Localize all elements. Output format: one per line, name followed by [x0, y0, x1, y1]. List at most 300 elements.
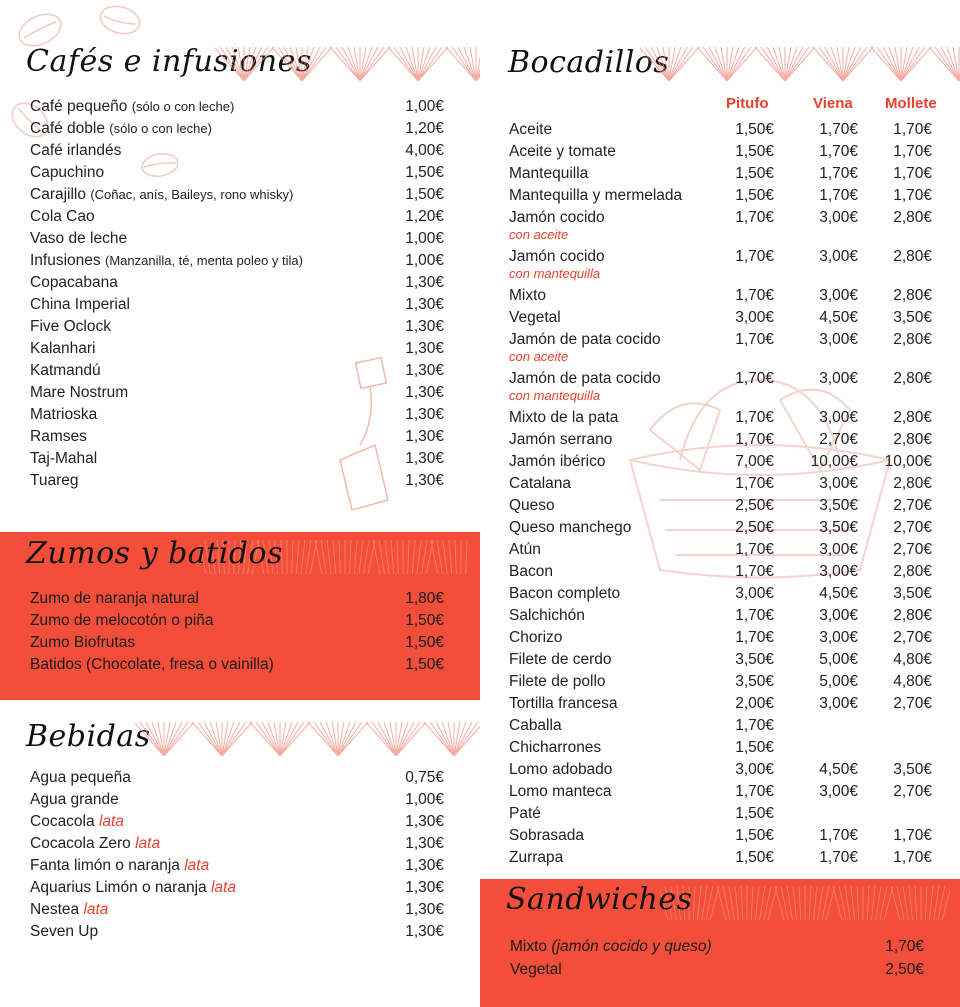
item-price: 3,50€	[819, 519, 858, 536]
item-name: Jamón de pata cocido	[509, 331, 661, 348]
art-deco-pattern-bocadillos	[640, 47, 960, 81]
item-price: 1,70€	[819, 827, 858, 844]
column-viena: Viena	[813, 95, 853, 112]
item-price: 3,50€	[735, 651, 774, 668]
table-row	[509, 209, 934, 231]
item-name: Mixto	[509, 287, 547, 304]
item-price: 2,80€	[893, 248, 932, 265]
item-price: 2,50€	[735, 497, 774, 514]
item-label: Copacabana	[30, 274, 118, 291]
item-name: Jamón serrano	[509, 431, 613, 448]
item-price: 2,00€	[735, 695, 774, 712]
table-row	[509, 409, 934, 431]
item-price: 3,00€	[819, 248, 858, 265]
item-price: 1,50€	[735, 849, 774, 866]
item-label: Matrioska	[30, 406, 98, 423]
item-price: 1,00€	[405, 98, 444, 115]
item-price: 2,70€	[893, 541, 932, 558]
item-name: Paté	[509, 805, 541, 822]
item-price: 4,50€	[819, 585, 858, 602]
item-tag: lata	[98, 813, 124, 830]
item-price: 3,00€	[819, 563, 858, 580]
item-name: Mantequilla y mermelada	[509, 187, 683, 204]
item-name: Queso	[509, 497, 555, 514]
item-price: 2,70€	[893, 783, 932, 800]
item-price: 1,30€	[405, 274, 444, 291]
item-price: 1,50€	[735, 805, 774, 822]
item-price: 1,70€	[735, 717, 774, 734]
item-price: 1,70€	[893, 165, 932, 182]
sandwiches-title: Sandwiches	[506, 882, 693, 917]
item-price: 1,70€	[893, 849, 932, 866]
item-name: Tortilla francesa	[509, 695, 618, 712]
item-name	[30, 142, 121, 160]
item-price: 3,00€	[735, 761, 774, 778]
item-label: Agua pequeña	[30, 769, 131, 786]
item-name	[30, 274, 118, 292]
item-tag: lata	[210, 879, 236, 896]
item-price: 1,70€	[735, 331, 774, 348]
item-price: 2,70€	[819, 431, 858, 448]
item-price: 1,30€	[405, 857, 444, 874]
table-row	[509, 309, 934, 331]
item-name: Caballa	[509, 717, 562, 734]
item-price: 3,00€	[819, 475, 858, 492]
item-price: 1,70€	[819, 143, 858, 160]
cafes-list	[30, 98, 444, 498]
item-name: Mantequilla	[509, 165, 589, 182]
item-price: 2,80€	[893, 331, 932, 348]
item-name	[30, 406, 97, 424]
table-row	[509, 453, 934, 475]
item-price: 1,70€	[735, 783, 774, 800]
item-name	[30, 634, 135, 652]
item-price: 3,00€	[819, 331, 858, 348]
item-name: Queso manchego	[509, 519, 632, 536]
item-price: 1,80€	[405, 590, 444, 607]
item-price: 2,70€	[893, 629, 932, 646]
item-name	[30, 384, 128, 402]
item-name	[30, 252, 303, 270]
item-price: 1,70€	[735, 629, 774, 646]
item-price: 1,70€	[735, 431, 774, 448]
table-row	[509, 165, 934, 187]
item-sub: con mantequilla	[509, 388, 601, 403]
table-row	[509, 287, 934, 309]
bebidas-list	[30, 769, 444, 959]
table-row	[509, 761, 934, 783]
list-item	[30, 362, 444, 384]
item-label: Tuareg	[30, 472, 79, 489]
item-name: Jamón cocido	[509, 209, 605, 226]
item-name	[30, 835, 160, 853]
item-price: 1,70€	[893, 827, 932, 844]
item-name: Salchichón	[509, 607, 585, 624]
item-sub: con mantequilla	[509, 266, 601, 281]
item-price: 1,70€	[885, 938, 924, 955]
list-item	[30, 923, 444, 945]
item-name	[30, 120, 212, 138]
item-name: Chicharrones	[509, 739, 602, 756]
art-deco-pattern-cafes	[215, 47, 480, 81]
item-price: 1,00€	[405, 791, 444, 808]
item-price: 3,50€	[735, 673, 774, 690]
bocadillos-list	[509, 121, 934, 871]
item-label: Cocacola Zero	[30, 835, 131, 852]
list-item	[30, 274, 444, 296]
item-price: 3,00€	[819, 541, 858, 558]
item-name	[30, 656, 274, 674]
table-row	[509, 695, 934, 717]
table-row	[509, 331, 934, 353]
item-price: 1,70€	[893, 143, 932, 160]
item-label: Mare Nostrum	[30, 384, 129, 401]
item-price: 3,00€	[819, 629, 858, 646]
item-name	[30, 879, 236, 897]
item-price: 2,80€	[893, 409, 932, 426]
list-item	[30, 450, 444, 472]
item-price: 4,80€	[893, 651, 932, 668]
item-sub: con aceite	[509, 227, 569, 242]
item-name	[30, 923, 98, 941]
list-item	[30, 791, 444, 813]
item-name: Filete de pollo	[509, 673, 606, 690]
item-name: Bacon	[509, 563, 553, 580]
table-row	[509, 475, 934, 497]
item-price: 5,00€	[819, 673, 858, 690]
list-item	[30, 612, 444, 634]
item-price: 1,50€	[405, 656, 444, 673]
item-name: Lomo adobado	[509, 761, 613, 778]
item-name: Chorizo	[509, 629, 563, 646]
item-name	[30, 296, 130, 314]
item-price: 4,50€	[819, 309, 858, 326]
item-price: 10,00€	[884, 453, 932, 470]
item-name: Zurrapa	[509, 849, 564, 866]
item-price: 3,50€	[893, 309, 932, 326]
list-item	[510, 961, 924, 983]
item-price: 1,70€	[735, 409, 774, 426]
item-price: 1,50€	[735, 165, 774, 182]
cafes-title: Cafés e infusiones	[26, 44, 312, 79]
item-price: 2,80€	[893, 563, 932, 580]
item-price: 1,30€	[405, 879, 444, 896]
item-label: Café pequeño	[30, 98, 128, 115]
item-price: 1,20€	[405, 208, 444, 225]
table-row	[509, 783, 934, 805]
item-price: 3,00€	[819, 287, 858, 304]
item-price: 3,00€	[819, 209, 858, 226]
item-price: 2,80€	[893, 209, 932, 226]
item-price: 1,30€	[405, 296, 444, 313]
list-item	[30, 384, 444, 406]
list-item	[30, 340, 444, 362]
art-deco-pattern-sandwiches	[660, 886, 950, 920]
item-price: 3,00€	[819, 370, 858, 387]
list-item	[30, 428, 444, 450]
item-name: Jamón de pata cocido	[509, 370, 661, 387]
list-item	[30, 813, 444, 835]
item-name	[30, 590, 199, 608]
art-deco-pattern-bebidas	[135, 722, 480, 756]
item-label: Seven Up	[30, 923, 99, 940]
bebidas-title: Bebidas	[26, 719, 151, 754]
item-name	[30, 428, 87, 446]
item-name	[30, 450, 97, 468]
item-price: 0,75€	[405, 769, 444, 786]
item-label: Katmandú	[30, 362, 101, 379]
item-tag: lata	[83, 901, 109, 918]
item-price: 1,30€	[405, 384, 444, 401]
list-item	[30, 296, 444, 318]
item-name	[30, 208, 95, 226]
item-price: 3,00€	[819, 607, 858, 624]
item-label: Cola Cao	[30, 208, 95, 225]
item-price: 1,50€	[405, 634, 444, 651]
item-label: Taj-Mahal	[30, 450, 98, 467]
item-price: 3,50€	[893, 761, 932, 778]
item-note: (Manzanilla, té, menta poleo y tila)	[104, 253, 303, 268]
list-item	[30, 406, 444, 428]
item-price: 1,70€	[735, 287, 774, 304]
item-price: 1,30€	[405, 406, 444, 423]
item-price: 1,00€	[405, 252, 444, 269]
item-price: 1,70€	[819, 165, 858, 182]
item-note: (Coñac, anís, Baileys, rono whisky)	[90, 187, 294, 202]
item-price: 3,00€	[819, 783, 858, 800]
item-price: 1,30€	[405, 362, 444, 379]
item-name: Aceite	[509, 121, 553, 138]
list-item	[30, 857, 444, 879]
list-item	[30, 164, 444, 186]
table-row	[509, 187, 934, 209]
item-price: 2,80€	[893, 370, 932, 387]
item-name	[30, 318, 111, 336]
item-price: 5,00€	[819, 651, 858, 668]
item-label: Five Oclock	[30, 318, 111, 335]
item-label: Capuchino	[30, 164, 105, 181]
list-item	[510, 938, 924, 960]
table-row	[509, 121, 934, 143]
item-price: 2,70€	[893, 497, 932, 514]
item-price: 2,80€	[893, 431, 932, 448]
item-price: 1,00€	[405, 230, 444, 247]
item-name: Catalana	[509, 475, 572, 492]
item-name	[30, 98, 234, 116]
list-item	[30, 879, 444, 901]
item-name: Atún	[509, 541, 541, 558]
item-price: 1,50€	[735, 143, 774, 160]
item-price: 2,70€	[893, 695, 932, 712]
item-label: Batidos (Chocolate, fresa o vainilla)	[30, 656, 274, 673]
table-row	[509, 519, 934, 541]
item-price: 1,30€	[405, 450, 444, 467]
item-name: Sobrasada	[509, 827, 584, 844]
item-price: 1,30€	[405, 318, 444, 335]
item-price: 3,00€	[819, 695, 858, 712]
list-item	[30, 252, 444, 274]
item-label: Zumo Biofrutas	[30, 634, 136, 651]
item-name	[30, 857, 209, 875]
item-price: 1,30€	[405, 923, 444, 940]
item-price: 3,50€	[819, 497, 858, 514]
table-row	[509, 497, 934, 519]
item-name	[30, 472, 79, 490]
table-row	[509, 629, 934, 651]
item-name	[30, 362, 101, 380]
item-price: 4,50€	[819, 761, 858, 778]
table-row	[509, 651, 934, 673]
item-name: Jamón ibérico	[509, 453, 606, 470]
list-item	[30, 634, 444, 656]
table-row	[509, 541, 934, 563]
item-name	[30, 901, 108, 919]
table-row	[509, 607, 934, 629]
table-row	[509, 739, 934, 761]
list-item	[30, 472, 444, 494]
item-sub: con aceite	[509, 349, 569, 364]
table-row	[509, 143, 934, 165]
item-label: Infusiones	[30, 252, 101, 269]
item-label: Mixto	[510, 938, 548, 955]
item-label: Café irlandés	[30, 142, 122, 159]
item-price: 1,50€	[405, 186, 444, 203]
item-price: 4,00€	[405, 142, 444, 159]
list-item	[30, 230, 444, 252]
sandwiches-list	[510, 938, 924, 998]
item-price: 10,00€	[810, 453, 858, 470]
item-price: 3,00€	[735, 309, 774, 326]
item-name	[30, 186, 293, 204]
item-price: 1,50€	[735, 121, 774, 138]
item-label: Agua grande	[30, 791, 119, 808]
item-name	[30, 769, 131, 787]
item-price: 7,00€	[735, 453, 774, 470]
item-price: 1,70€	[735, 607, 774, 624]
item-name	[30, 791, 119, 809]
item-price: 2,80€	[893, 475, 932, 492]
item-price: 1,70€	[735, 370, 774, 387]
list-item	[30, 120, 444, 142]
list-item	[30, 656, 444, 678]
item-label: Ramses	[30, 428, 87, 445]
column-pitufo: Pitufo	[726, 95, 769, 112]
item-price: 1,30€	[405, 813, 444, 830]
item-label: Aquarius Limón o naranja	[30, 879, 207, 896]
item-price: 1,70€	[819, 187, 858, 204]
table-row	[509, 717, 934, 739]
item-name	[30, 813, 124, 831]
item-price: 3,00€	[735, 585, 774, 602]
item-price: 1,30€	[405, 472, 444, 489]
item-price: 1,30€	[405, 835, 444, 852]
item-label: Fanta limón o naranja	[30, 857, 180, 874]
table-row	[509, 563, 934, 585]
item-price: 1,70€	[893, 121, 932, 138]
item-price: 2,50€	[735, 519, 774, 536]
item-name: Aceite y tomate	[509, 143, 616, 160]
list-item	[30, 769, 444, 791]
item-price: 2,70€	[893, 519, 932, 536]
list-item	[30, 186, 444, 208]
item-label: Vegetal	[510, 960, 562, 978]
item-name: Vegetal	[509, 309, 561, 326]
item-name	[30, 230, 127, 248]
item-name	[510, 938, 712, 956]
item-price: 1,50€	[735, 739, 774, 756]
item-price: 1,50€	[735, 827, 774, 844]
table-row	[509, 431, 934, 453]
bocadillos-title: Bocadillos	[508, 45, 670, 80]
list-item	[30, 590, 444, 612]
list-item	[30, 208, 444, 230]
item-label: Cocacola	[30, 813, 95, 830]
item-label: China Imperial	[30, 296, 130, 313]
item-price: 1,70€	[819, 121, 858, 138]
table-row	[509, 849, 934, 871]
item-name: Filete de cerdo	[509, 651, 612, 668]
item-price: 1,30€	[405, 340, 444, 357]
list-item	[30, 98, 444, 120]
list-item	[30, 142, 444, 164]
item-name	[30, 340, 96, 358]
item-tag: lata	[184, 857, 210, 874]
table-row	[509, 805, 934, 827]
item-note: (jamón cocido y queso)	[551, 938, 712, 955]
item-price: 1,30€	[405, 428, 444, 445]
item-price: 1,20€	[405, 120, 444, 137]
item-price: 1,70€	[735, 563, 774, 580]
item-name	[30, 164, 104, 182]
item-price: 1,70€	[735, 475, 774, 492]
item-price: 2,80€	[893, 607, 932, 624]
item-price: 1,70€	[735, 541, 774, 558]
item-label: Vaso de leche	[30, 230, 128, 247]
item-price: 1,50€	[405, 164, 444, 181]
item-price: 2,50€	[885, 960, 924, 978]
item-price: 1,70€	[735, 209, 774, 226]
table-row	[509, 585, 934, 607]
item-name: Jamón cocido	[509, 248, 605, 265]
item-price: 1,70€	[819, 849, 858, 866]
item-price: 2,80€	[893, 287, 932, 304]
item-name: Lomo manteca	[509, 783, 612, 800]
item-tag: lata	[135, 835, 161, 852]
item-note: (sólo o con leche)	[131, 99, 235, 114]
zumos-title: Zumos y batidos	[26, 536, 283, 571]
item-label: Zumo de naranja natural	[30, 590, 199, 607]
item-name: Mixto de la pata	[509, 409, 619, 426]
item-label: Kalanhari	[30, 340, 96, 357]
item-price: 1,70€	[893, 187, 932, 204]
item-label: Zumo de melocotón o piña	[30, 612, 214, 629]
item-name	[30, 612, 214, 630]
list-item	[30, 835, 444, 857]
item-price: 1,50€	[735, 187, 774, 204]
list-item	[30, 318, 444, 340]
table-row	[509, 827, 934, 849]
item-label: Café doble	[30, 120, 105, 137]
item-price: 1,70€	[735, 248, 774, 265]
column-mollete: Mollete	[885, 95, 937, 112]
item-name	[510, 961, 562, 979]
item-label: Nestea	[30, 901, 80, 918]
item-label: Carajillo	[30, 186, 86, 203]
list-item	[30, 901, 444, 923]
zumos-list	[30, 590, 444, 690]
table-row	[509, 673, 934, 695]
item-price: 3,50€	[893, 585, 932, 602]
